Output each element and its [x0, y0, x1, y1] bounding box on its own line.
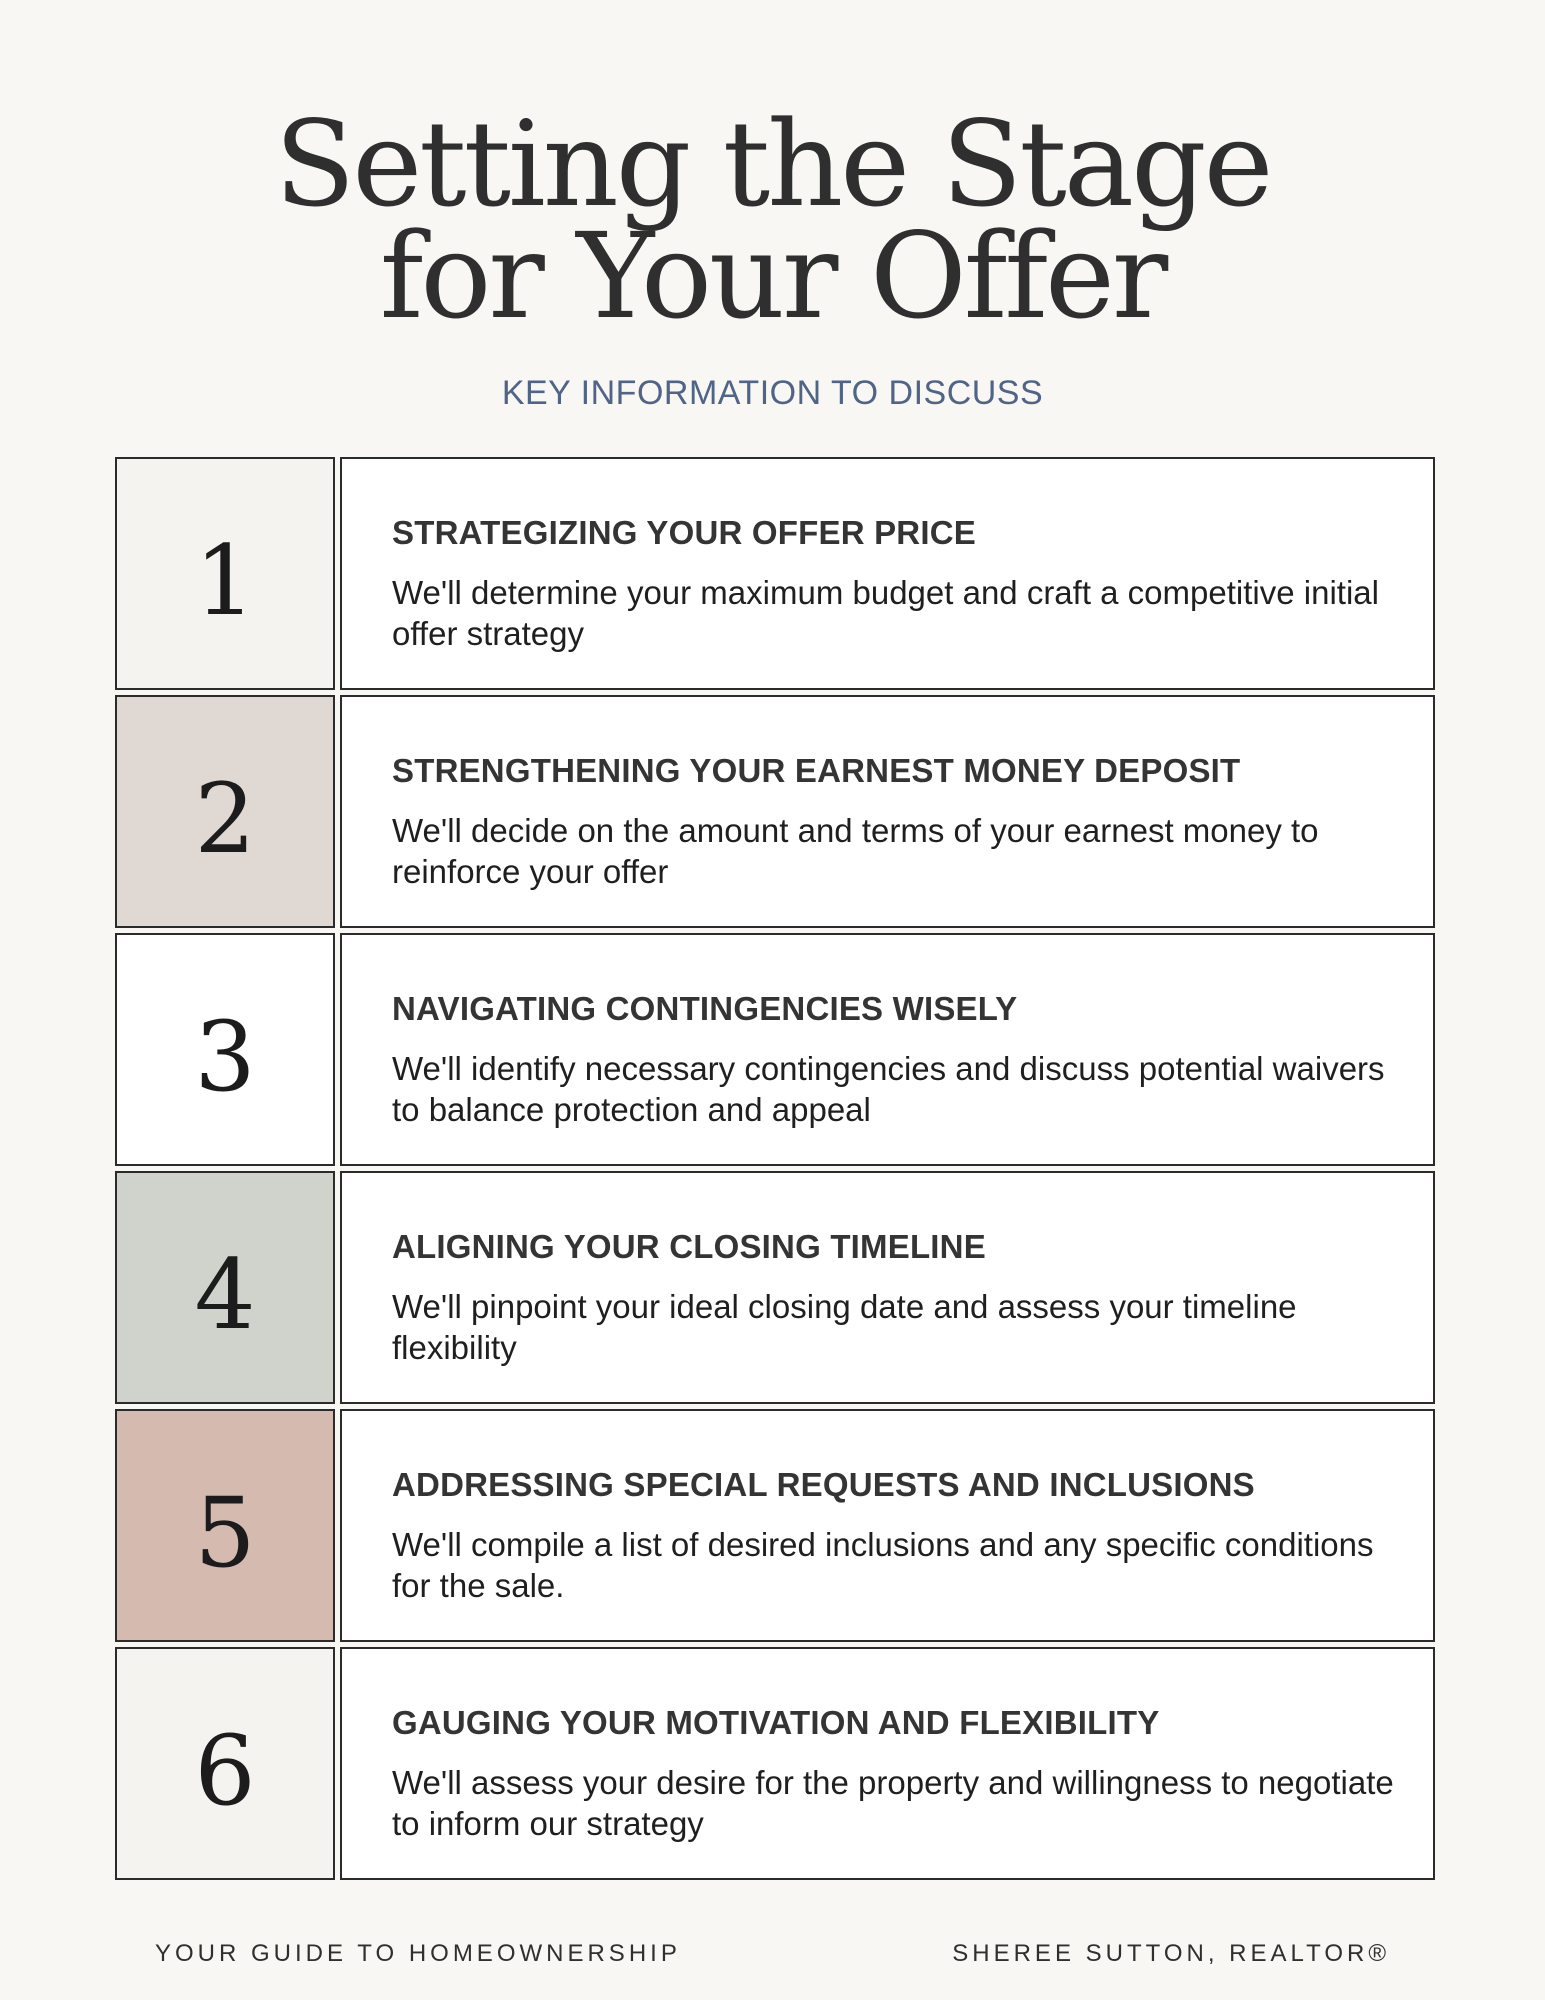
step-heading: STRATEGIZING YOUR OFFER PRICE	[392, 514, 976, 551]
step-description: We'll assess your desire for the property and willingness to negotiate to inform our strategy	[392, 1764, 1394, 1842]
steps-list	[115, 457, 1435, 1885]
step-description: We'll determine your maximum budget and craft a competitive initial offer strategy	[392, 574, 1379, 652]
footer-guide-label: YOUR GUIDE TO HOMEOWNERSHIP	[155, 1940, 681, 1967]
step-number: 3	[194, 1000, 256, 1113]
step-number-box	[115, 1409, 335, 1642]
step-content	[340, 457, 1435, 690]
step-description: We'll decide on the amount and terms of your earnest money to reinforce your offer	[392, 812, 1319, 890]
step-number: 6	[194, 1714, 256, 1827]
step-4	[115, 1171, 1435, 1404]
step-number: 1	[194, 524, 256, 637]
page-title-line-2: for Your Offer	[379, 207, 1166, 345]
page-title-line-1: Setting the Stage	[274, 95, 1271, 233]
step-number-box	[115, 1647, 335, 1880]
step-heading: ADDRESSING SPECIAL REQUESTS AND INCLUSIONS	[392, 1466, 1255, 1503]
page-subtitle: KEY INFORMATION TO DISCUSS	[501, 374, 1044, 412]
step-content	[340, 1171, 1435, 1404]
step-1	[115, 457, 1435, 690]
step-2	[115, 695, 1435, 928]
step-number-box	[115, 695, 335, 928]
step-3	[115, 933, 1435, 1166]
footer-realtor-name: SHEREE SUTTON, REALTOR®	[952, 1940, 1390, 1967]
step-description: We'll identify necessary contingencies and discuss potential waivers to balance protection and appeal	[392, 1050, 1385, 1128]
step-content	[340, 695, 1435, 928]
step-number: 5	[194, 1476, 256, 1589]
step-heading: NAVIGATING CONTINGENCIES WISELY	[392, 990, 1018, 1027]
step-6	[115, 1647, 1435, 1880]
step-5	[115, 1409, 1435, 1642]
step-number: 2	[194, 762, 256, 875]
step-number-box	[115, 933, 335, 1166]
step-description: We'll compile a list of desired inclusions and any specific conditions for the sale.	[392, 1526, 1374, 1604]
step-content	[340, 1647, 1435, 1880]
step-heading: STRENGTHENING YOUR EARNEST MONEY DEPOSIT	[392, 752, 1241, 789]
step-content	[340, 1409, 1435, 1642]
step-number-box	[115, 1171, 335, 1404]
step-heading: GAUGING YOUR MOTIVATION AND FLEXIBILITY	[392, 1704, 1160, 1741]
step-content	[340, 933, 1435, 1166]
step-description: We'll pinpoint your ideal closing date and assess your timeline flexibility	[392, 1288, 1297, 1366]
step-number: 4	[194, 1238, 256, 1351]
step-heading: ALIGNING YOUR CLOSING TIMELINE	[392, 1228, 986, 1265]
step-number-box	[115, 457, 335, 690]
page-title	[0, 95, 1545, 345]
